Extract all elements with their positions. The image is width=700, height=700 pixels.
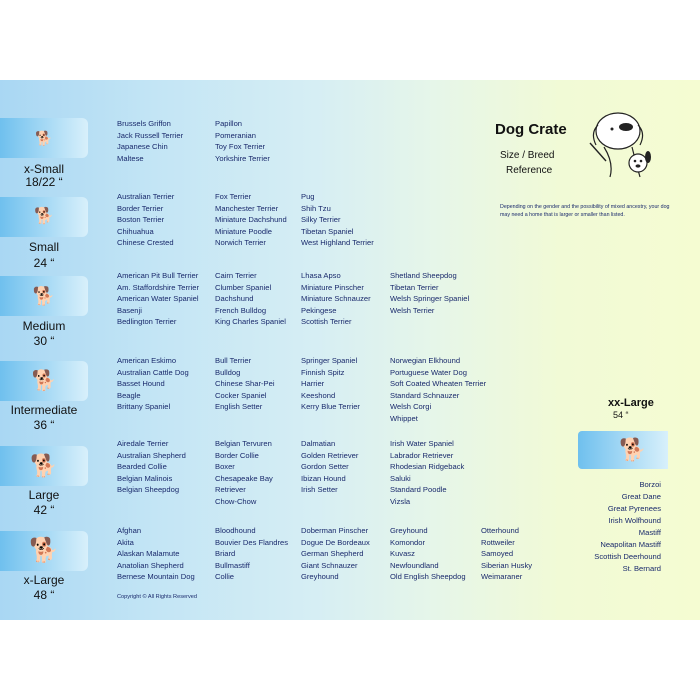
breed-item: Anatolian Shepherd <box>117 560 184 570</box>
breed-item: West Highland Terrier <box>301 238 374 247</box>
breed-item: Vizsla <box>390 496 411 506</box>
breed-item: Scottish Deerhound <box>594 552 661 561</box>
breed-item: Silky Terrier <box>301 215 341 224</box>
breed-item: Collie <box>215 572 234 581</box>
breed-item: Miniature Poodle <box>215 226 272 236</box>
breed-item: Borzoi <box>639 480 661 489</box>
breed-item: Airedale Terrier <box>117 439 169 448</box>
breed-item: Doberman Pinscher <box>301 526 369 535</box>
breed-item: Am. Staffordshire Terrier <box>117 282 200 292</box>
breed-item: Border Collie <box>215 450 259 460</box>
size-inches-x-small: 18/22 “ <box>25 175 63 189</box>
breed-item: Dalmatian <box>301 439 336 448</box>
breed-item: Border Terrier <box>117 203 164 213</box>
size-label-x-small: x-Small <box>23 162 64 176</box>
great-dane-silhouette-icon: 🐕 <box>619 437 647 462</box>
breed-item: Bulldog <box>215 367 241 377</box>
breed-item: Cairn Terrier <box>215 271 257 280</box>
size-inches-small: 24 “ <box>33 256 55 270</box>
medium-dog-silhouette-icon: 🐕 <box>32 286 56 306</box>
size-label-medium: Medium <box>22 319 66 333</box>
xlarge-dog-silhouette-icon: 🐕 <box>29 537 59 564</box>
breed-item: Giant Schnauzer <box>301 560 358 570</box>
breed-item: Yorkshire Terrier <box>215 153 270 163</box>
breed-item: American Water Spaniel <box>117 294 199 303</box>
breed-item: Golden Retriever <box>301 450 359 460</box>
breed-item: Saluki <box>390 473 411 483</box>
breed-item: Alaskan Malamute <box>117 549 180 558</box>
breed-item: Miniature Pinscher <box>301 282 364 292</box>
breed-item: Brussels Griffon <box>117 119 171 128</box>
cartoon-dogs-icon <box>580 103 660 183</box>
breed-item: Jack Russell Terrier <box>117 130 184 140</box>
breed-item: Welsh Corgi <box>390 402 432 411</box>
breed-item: Australian Cattle Dog <box>117 367 189 377</box>
intermediate-dog-silhouette-icon: 🐕 <box>31 370 57 392</box>
size-label-intermediate: Intermediate <box>10 403 78 417</box>
breed-item: Chihuahua <box>117 226 154 236</box>
breed-item: Norwich Terrier <box>215 238 266 247</box>
breed-item: Scottish Terrier <box>301 317 352 326</box>
large-dog-silhouette-icon: 🐕 <box>30 453 58 478</box>
breed-item: Afghan <box>117 526 142 535</box>
breed-item: Papillon <box>215 119 243 128</box>
breed-item: Belgian Sheepdog <box>117 485 180 494</box>
title-dog-crate: Dog Crate <box>495 121 567 138</box>
breed-item: Dachshund <box>215 294 254 303</box>
copyright: Copyright © All Rights Reserved <box>117 594 197 600</box>
breed-item: Bernese Mountain Dog <box>117 572 195 581</box>
breed-item: Clumber Spaniel <box>215 282 272 292</box>
breed-item: Manchester Terrier <box>215 203 279 213</box>
breed-item: Greyhound <box>390 526 428 535</box>
breed-item: Pug <box>301 192 315 201</box>
breed-item: Springer Spaniel <box>301 356 358 365</box>
breed-item: Maltese <box>117 153 144 163</box>
breed-item: Gordon Setter <box>301 462 349 471</box>
breed-item: Beagle <box>117 390 141 400</box>
breed-item: American Pit Bull Terrier <box>117 271 199 280</box>
breed-item: Chinese Shar-Pei <box>215 379 275 388</box>
breed-item: French Bulldog <box>215 305 267 315</box>
breed-item: Fox Terrier <box>215 192 252 201</box>
size-inches-large: 42 “ <box>33 503 55 517</box>
breed-item: Tibetan Spaniel <box>301 226 354 236</box>
small-dog-silhouette-icon: 🐕 <box>34 208 54 225</box>
breed-item: Harrier <box>301 379 325 388</box>
size-inches-medium: 30 “ <box>33 334 55 348</box>
breed-item: Standard Schnauzer <box>390 390 460 400</box>
size-inches-intermediate: 36 “ <box>33 418 55 432</box>
size-label-x-large: x-Large <box>23 573 65 587</box>
breed-item: Australian Terrier <box>117 192 175 201</box>
breed-item: Great Pyrenees <box>607 504 661 513</box>
breed-item: Retriever <box>215 485 246 494</box>
breed-item: Irish Wolfhound <box>608 516 661 525</box>
breed-item: Greyhound <box>301 572 339 581</box>
title-reference: Reference <box>506 165 553 176</box>
breed-item: Standard Poodle <box>390 485 447 494</box>
breed-item: Basset Hound <box>117 379 165 388</box>
breed-item: Samoyed <box>481 549 514 558</box>
breed-item: Belgian Malinois <box>117 473 173 483</box>
size-label-small: Small <box>28 240 59 254</box>
breed-item: Labrador Retriever <box>390 450 454 460</box>
breed-item: Kerry Blue Terrier <box>301 402 360 411</box>
breed-item: Welsh Springer Spaniel <box>390 294 470 303</box>
breed-item: Old English Sheepdog <box>390 572 466 581</box>
breed-item: Dogue De Bordeaux <box>301 537 370 547</box>
breed-item: Irish Water Spaniel <box>390 439 454 448</box>
breed-item: Chesapeake Bay <box>215 473 273 483</box>
breed-item: Bull Terrier <box>215 356 252 365</box>
breed-item: Boxer <box>215 462 235 471</box>
breed-item: German Shepherd <box>301 549 364 558</box>
breed-item: Komondor <box>390 537 426 547</box>
size-inches-xx-large: 54 “ <box>613 410 629 420</box>
breed-item: Rhodesian Ridgeback <box>390 462 465 471</box>
breed-item: Briard <box>215 549 236 558</box>
breed-item: Finnish Spitz <box>301 367 345 377</box>
size-label-xx-large: xx-Large <box>608 397 654 409</box>
breed-item: American Eskimo <box>117 356 177 365</box>
breed-item: Bloodhound <box>215 526 256 535</box>
breed-item: Akita <box>117 537 134 547</box>
breed-item: Shetland Sheepdog <box>390 271 457 280</box>
papillon-silhouette-icon: 🐕 <box>35 130 53 146</box>
breed-item: Irish Setter <box>301 485 338 494</box>
breed-item: Otterhound <box>481 526 519 535</box>
breed-item: Great Dane <box>621 492 661 501</box>
breed-item: Weimaraner <box>481 572 523 581</box>
breed-item: Japanese Chin <box>117 142 168 151</box>
breed-item: Pomeranian <box>215 130 256 140</box>
breed-item: Mastiff <box>638 528 661 537</box>
title-size-breed: Size / Breed <box>500 150 555 161</box>
breed-item: English Setter <box>215 402 263 411</box>
size-label-large: Large <box>28 488 60 502</box>
breed-item: Bouvier Des Flandres <box>215 537 289 547</box>
breed-item: Miniature Schnauzer <box>301 294 371 303</box>
breed-item: Belgian Tervuren <box>215 439 272 448</box>
breed-item: Siberian Husky <box>481 560 533 570</box>
breed-item: Whippet <box>390 413 418 423</box>
breed-item: Boston Terrier <box>117 215 165 224</box>
breed-item: Cocker Spaniel <box>215 390 267 400</box>
breed-item: Tibetan Terrier <box>390 282 439 292</box>
breed-item: Pekingese <box>301 305 337 315</box>
breed-item: Bullmastiff <box>215 560 250 570</box>
breed-item: Keeshond <box>301 390 336 400</box>
breed-item: Portuguese Water Dog <box>390 367 467 377</box>
breed-item: Toy Fox Terrier <box>215 142 266 151</box>
breed-item: St. Bernard <box>622 564 661 573</box>
breed-item: Chow-Chow <box>215 496 257 506</box>
breed-item: Basenji <box>117 305 142 315</box>
breed-item: King Charles Spaniel <box>215 317 286 326</box>
breed-item: Bedlington Terrier <box>117 317 177 326</box>
mixed-ancestry-note: Depending on the gender and the possibility of mixed ancestry, your dog may need a home that is larger or smaller than listed. <box>500 204 670 218</box>
breed-item: Rottweiler <box>481 537 515 547</box>
breed-item: Welsh Terrier <box>390 305 435 315</box>
breed-item: Brittany Spaniel <box>117 402 171 411</box>
breed-item: Kuvasz <box>390 549 415 558</box>
breed-item: Norwegian Elkhound <box>390 356 461 365</box>
breed-item: Shih Tzu <box>301 203 331 213</box>
size-inches-x-large: 48 “ <box>33 588 55 602</box>
breed-item: Neapolitan Mastiff <box>600 540 661 549</box>
breed-item: Miniature Dachshund <box>215 215 287 224</box>
breed-item: Lhasa Apso <box>301 271 341 280</box>
breed-item: Bearded Collie <box>117 462 167 471</box>
breed-item: Ibizan Hound <box>301 473 346 483</box>
breed-item: Newfoundland <box>390 560 439 570</box>
breed-item: Chinese Crested <box>117 238 174 247</box>
breed-item: Soft Coated Wheaten Terrier <box>390 379 487 388</box>
breed-item: Australian Shepherd <box>117 450 186 460</box>
